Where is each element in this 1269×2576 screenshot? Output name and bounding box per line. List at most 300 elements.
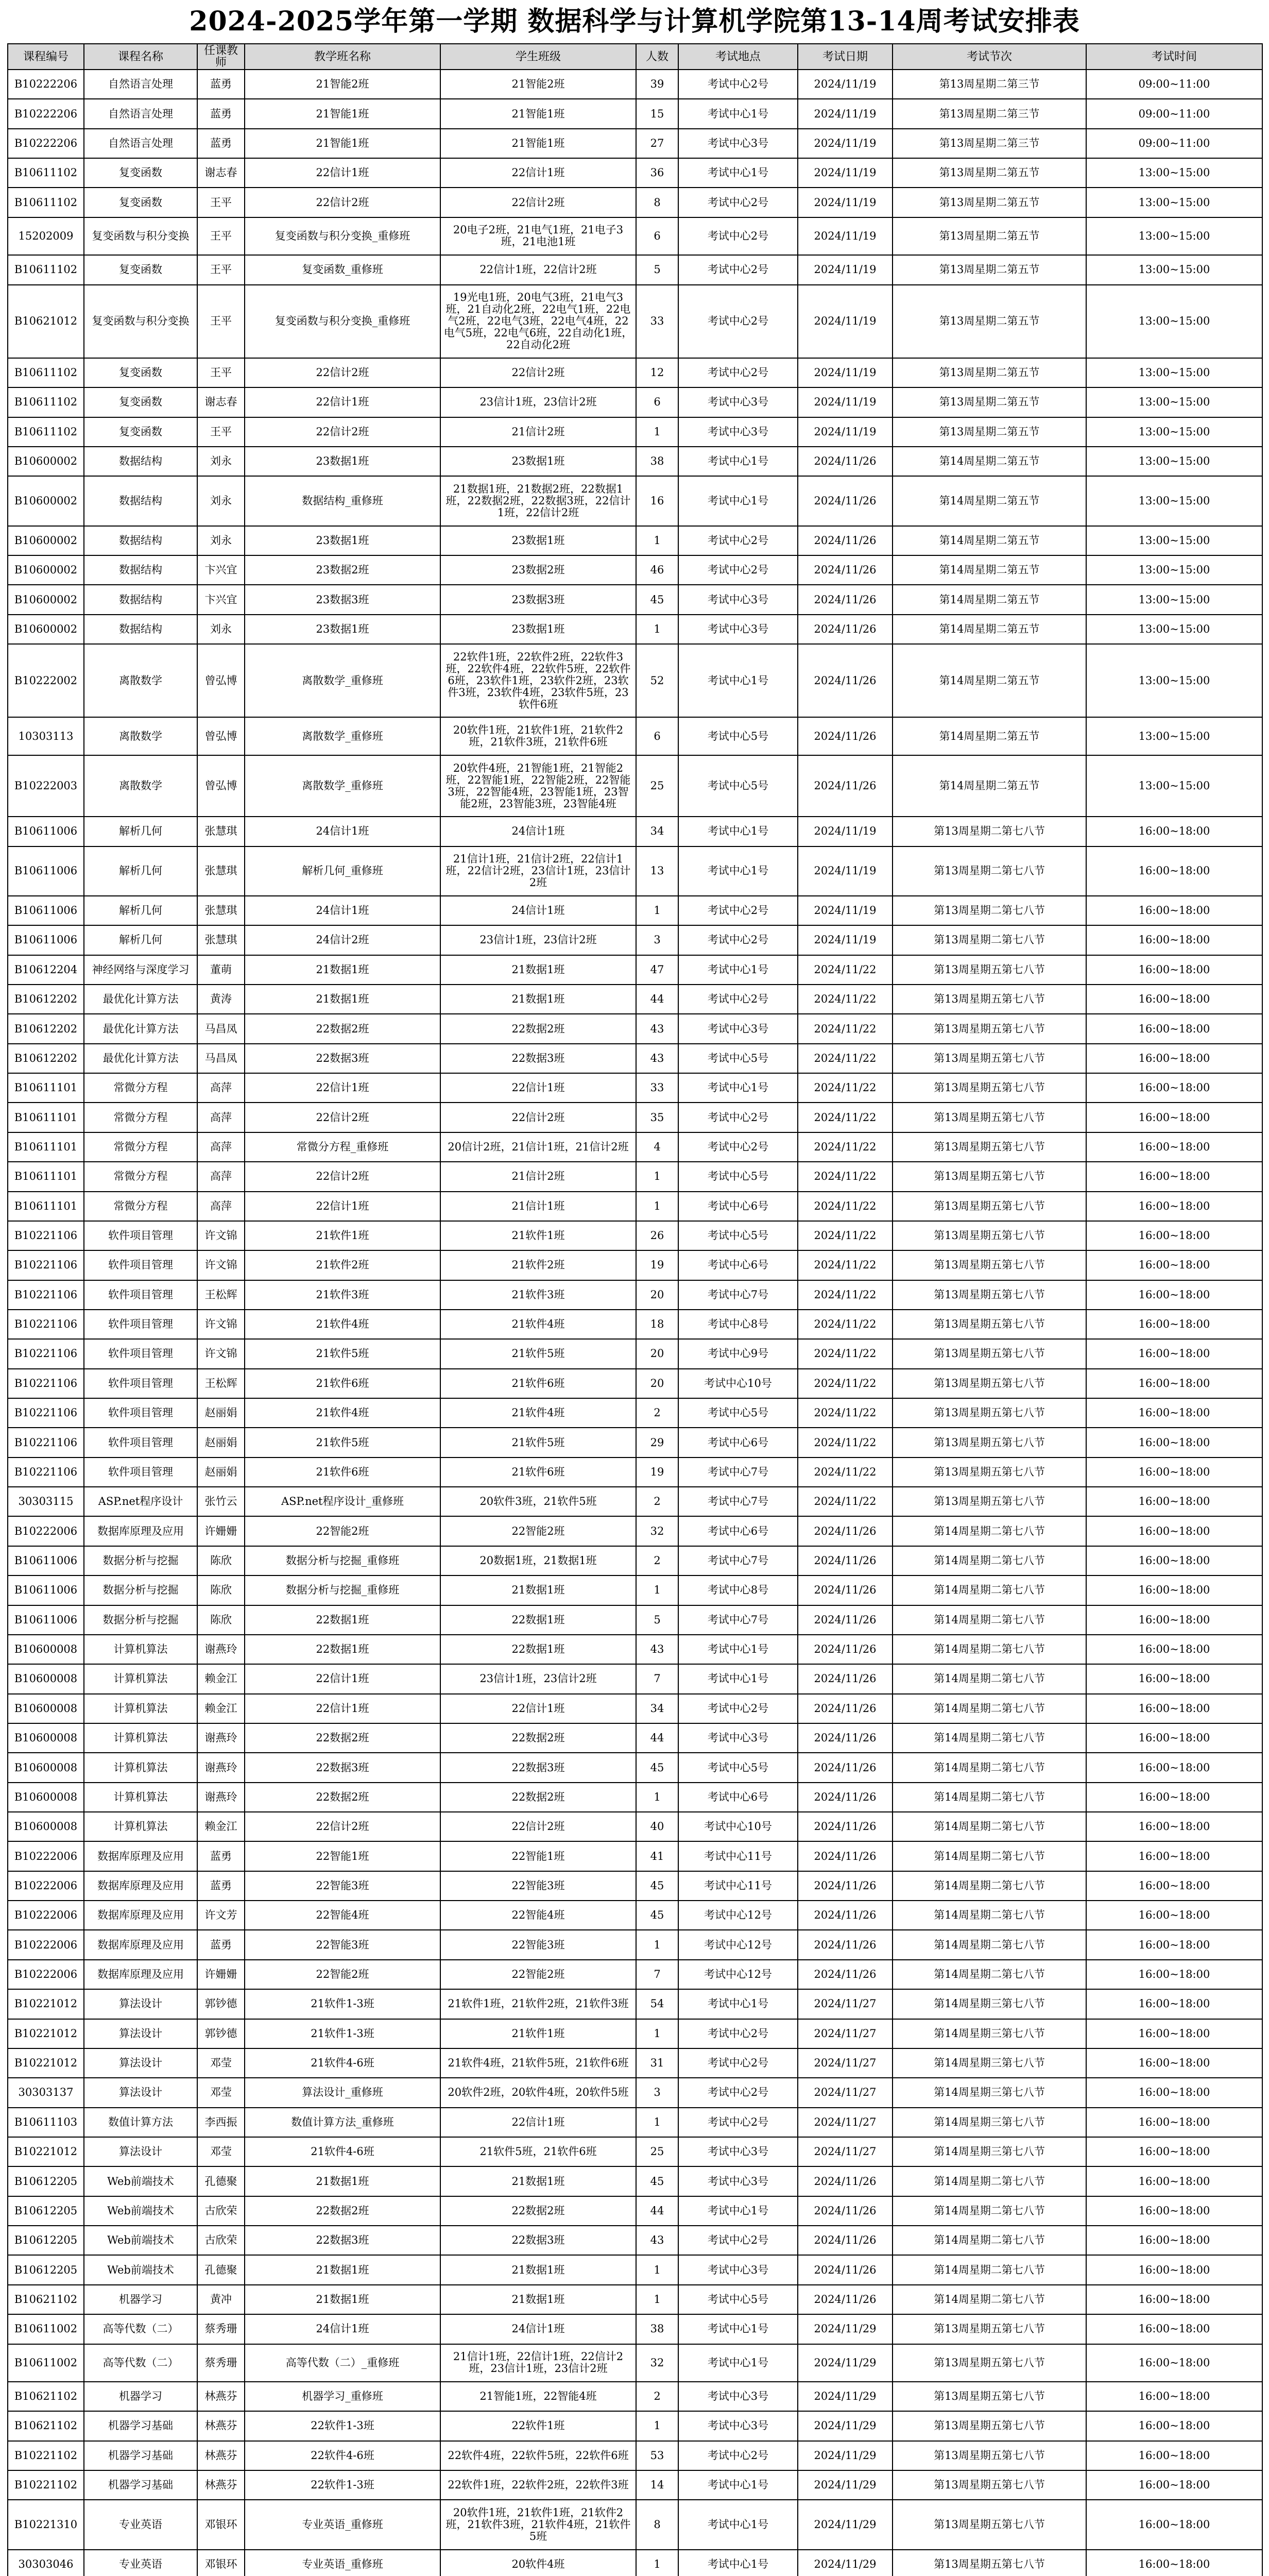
exam-time-cell: 16:00~18:00 bbox=[1086, 1812, 1262, 1841]
course-code-cell: B10612202 bbox=[8, 1014, 84, 1043]
table-row bbox=[8, 2314, 1262, 2344]
exam-period-cell: 第14周星期三第七八节 bbox=[893, 2019, 1086, 2048]
teacher-cell: 陈欣 bbox=[197, 1546, 245, 1575]
teaching-class-cell: 21智能2班 bbox=[245, 70, 440, 99]
teacher-cell: 赵丽娟 bbox=[197, 1458, 245, 1487]
teaching-class-cell: 22数据1班 bbox=[245, 1635, 440, 1664]
teaching-class-cell: 22信计2班 bbox=[245, 188, 440, 217]
exam-location-cell: 考试中心1号 bbox=[678, 1635, 798, 1664]
course-name-cell: 自然语言处理 bbox=[84, 70, 197, 99]
student-class-cell: 22智能3班 bbox=[440, 1871, 636, 1901]
exam-location-cell: 考试中心12号 bbox=[678, 1960, 798, 1989]
exam-time-cell: 16:00~18:00 bbox=[1086, 925, 1262, 955]
student-class-cell: 21数据1班 bbox=[440, 2285, 636, 2314]
teaching-class-cell: 24信计2班 bbox=[245, 925, 440, 955]
teaching-class-cell: 24信计1班 bbox=[245, 2314, 440, 2344]
exam-time-cell: 16:00~18:00 bbox=[1086, 1516, 1262, 1546]
exam-period-cell: 第13周星期五第七八节 bbox=[893, 1487, 1086, 1516]
exam-location-cell: 考试中心7号 bbox=[678, 1458, 798, 1487]
page-title: 2024-2025学年第一学期 数据科学与计算机学院第13-14周考试安排表 bbox=[189, 6, 1080, 37]
exam-location-cell: 考试中心2号 bbox=[678, 2226, 798, 2255]
headcount-cell: 1 bbox=[636, 526, 678, 555]
column-header: 人数 bbox=[636, 44, 678, 70]
table-row bbox=[8, 555, 1262, 585]
table-row bbox=[8, 476, 1262, 526]
student-class-cell: 22数据1班 bbox=[440, 1605, 636, 1635]
exam-date-cell: 2024/11/26 bbox=[798, 585, 893, 614]
table-row bbox=[8, 1901, 1262, 1930]
exam-time-cell: 16:00~18:00 bbox=[1086, 1635, 1262, 1664]
table-row bbox=[8, 1132, 1262, 1162]
course-code-cell: B10621102 bbox=[8, 2382, 84, 2411]
exam-time-cell: 16:00~18:00 bbox=[1086, 1280, 1262, 1310]
course-code-cell: B10222006 bbox=[8, 1516, 84, 1546]
student-class-cell: 23数据1班 bbox=[440, 447, 636, 476]
exam-date-cell: 2024/11/26 bbox=[798, 1812, 893, 1841]
student-class-cell: 22数据2班 bbox=[440, 1014, 636, 1043]
exam-location-cell: 考试中心1号 bbox=[678, 2196, 798, 2226]
course-name-cell: 计算机算法 bbox=[84, 1723, 197, 1753]
exam-date-cell: 2024/11/26 bbox=[798, 1841, 893, 1871]
teacher-cell: 蓝勇 bbox=[197, 1841, 245, 1871]
course-code-cell: 30303046 bbox=[8, 2550, 84, 2576]
exam-time-cell: 16:00~18:00 bbox=[1086, 1044, 1262, 1073]
teacher-cell: 邓莹 bbox=[197, 2048, 245, 2078]
exam-location-cell: 考试中心7号 bbox=[678, 1487, 798, 1516]
exam-location-cell: 考试中心3号 bbox=[678, 129, 798, 158]
exam-time-cell: 16:00~18:00 bbox=[1086, 1398, 1262, 1428]
exam-date-cell: 2024/11/27 bbox=[798, 2048, 893, 2078]
student-class-cell: 20软件4班，21智能1班，21智能2班，22智能1班，22智能2班，22智能3班，22智能4班，23智能1班，23智能2班，23智能3班，23智能4班 bbox=[440, 755, 636, 817]
teacher-cell: 马昌凤 bbox=[197, 1044, 245, 1073]
course-name-cell: 算法设计 bbox=[84, 2019, 197, 2048]
course-code-cell: B10221012 bbox=[8, 1989, 84, 2019]
exam-time-cell: 16:00~18:00 bbox=[1086, 1192, 1262, 1221]
exam-date-cell: 2024/11/22 bbox=[798, 955, 893, 985]
exam-period-cell: 第13周星期五第七八节 bbox=[893, 985, 1086, 1014]
course-code-cell: B10222002 bbox=[8, 644, 84, 717]
exam-date-cell: 2024/11/19 bbox=[798, 896, 893, 925]
headcount-cell: 8 bbox=[636, 188, 678, 217]
exam-date-cell: 2024/11/29 bbox=[798, 2344, 893, 2382]
exam-period-cell: 第13周星期五第七八节 bbox=[893, 1369, 1086, 1398]
exam-period-cell: 第13周星期二第七八节 bbox=[893, 896, 1086, 925]
student-class-cell: 21软件2班 bbox=[440, 1250, 636, 1280]
exam-location-cell: 考试中心9号 bbox=[678, 1339, 798, 1368]
student-class-cell: 21智能1班，22智能4班 bbox=[440, 2382, 636, 2411]
column-header: 任课教师 bbox=[197, 44, 245, 70]
headcount-cell: 1 bbox=[636, 1930, 678, 1959]
course-code-cell: B10600002 bbox=[8, 447, 84, 476]
student-class-cell: 22数据3班 bbox=[440, 1753, 636, 1782]
course-name-cell: 数据库原理及应用 bbox=[84, 1516, 197, 1546]
teacher-cell: 黄冲 bbox=[197, 2285, 245, 2314]
exam-period-cell: 第14周星期二第七八节 bbox=[893, 2166, 1086, 2196]
teacher-cell: 谢燕玲 bbox=[197, 1753, 245, 1782]
course-code-cell: B10611102 bbox=[8, 188, 84, 217]
course-name-cell: 数据结构 bbox=[84, 555, 197, 585]
table-row bbox=[8, 447, 1262, 476]
student-class-cell: 21智能1班 bbox=[440, 129, 636, 158]
course-code-cell: B10600002 bbox=[8, 476, 84, 526]
course-name-cell: 高等代数（二） bbox=[84, 2344, 197, 2382]
exam-time-cell: 16:00~18:00 bbox=[1086, 1428, 1262, 1457]
table-row bbox=[8, 1575, 1262, 1605]
exam-time-cell: 16:00~18:00 bbox=[1086, 1162, 1262, 1191]
exam-time-cell: 13:00~15:00 bbox=[1086, 717, 1262, 755]
exam-period-cell: 第13周星期二第三节 bbox=[893, 70, 1086, 99]
course-code-cell: B10221106 bbox=[8, 1339, 84, 1368]
exam-date-cell: 2024/11/19 bbox=[798, 846, 893, 896]
exam-date-cell: 2024/11/27 bbox=[798, 2078, 893, 2107]
teacher-cell: 王平 bbox=[197, 417, 245, 447]
exam-period-cell: 第13周星期五第七八节 bbox=[893, 1339, 1086, 1368]
exam-date-cell: 2024/11/26 bbox=[798, 1930, 893, 1959]
teaching-class-cell: 复变函数与积分变换_重修班 bbox=[245, 285, 440, 358]
teacher-cell: 王平 bbox=[197, 255, 245, 284]
teaching-class-cell: 22数据2班 bbox=[245, 1014, 440, 1043]
exam-date-cell: 2024/11/27 bbox=[798, 2108, 893, 2137]
exam-period-cell: 第14周星期三第七八节 bbox=[893, 1989, 1086, 2019]
headcount-cell: 43 bbox=[636, 1635, 678, 1664]
student-class-cell: 21软件6班 bbox=[440, 1369, 636, 1398]
teacher-cell: 张慧琪 bbox=[197, 925, 245, 955]
exam-time-cell: 16:00~18:00 bbox=[1086, 1250, 1262, 1280]
course-name-cell: 数值计算方法 bbox=[84, 2108, 197, 2137]
exam-date-cell: 2024/11/26 bbox=[798, 755, 893, 817]
teaching-class-cell: 21软件1-3班 bbox=[245, 1989, 440, 2019]
teacher-cell: 林燕芬 bbox=[197, 2441, 245, 2470]
student-class-cell: 21智能1班 bbox=[440, 99, 636, 128]
exam-period-cell: 第14周星期二第七八节 bbox=[893, 1753, 1086, 1782]
table-row bbox=[8, 1516, 1262, 1546]
exam-period-cell: 第13周星期五第七八节 bbox=[893, 2314, 1086, 2344]
exam-date-cell: 2024/11/26 bbox=[798, 1753, 893, 1782]
course-name-cell: 专业英语 bbox=[84, 2550, 197, 2576]
teacher-cell: 刘永 bbox=[197, 526, 245, 555]
headcount-cell: 12 bbox=[636, 358, 678, 387]
exam-period-cell: 第13周星期五第七八节 bbox=[893, 1428, 1086, 1457]
student-class-cell: 23数据2班 bbox=[440, 555, 636, 585]
course-name-cell: 数据结构 bbox=[84, 615, 197, 644]
table-row bbox=[8, 615, 1262, 644]
student-class-cell: 23信计1班，23信计2班 bbox=[440, 387, 636, 417]
student-class-cell: 21软件4班，21软件5班，21软件6班 bbox=[440, 2048, 636, 2078]
exam-date-cell: 2024/11/19 bbox=[798, 70, 893, 99]
course-code-cell: 30303137 bbox=[8, 2078, 84, 2107]
exam-time-cell: 09:00~11:00 bbox=[1086, 129, 1262, 158]
headcount-cell: 13 bbox=[636, 846, 678, 896]
course-name-cell: 软件项目管理 bbox=[84, 1310, 197, 1339]
exam-period-cell: 第13周星期二第五节 bbox=[893, 358, 1086, 387]
course-code-cell: B10611103 bbox=[8, 2108, 84, 2137]
exam-date-cell: 2024/11/26 bbox=[798, 2285, 893, 2314]
exam-period-cell: 第14周星期二第五节 bbox=[893, 585, 1086, 614]
teacher-cell: 陈欣 bbox=[197, 1605, 245, 1635]
exam-period-cell: 第14周星期二第七八节 bbox=[893, 1960, 1086, 1989]
exam-location-cell: 考试中心5号 bbox=[678, 1162, 798, 1191]
column-header: 考试地点 bbox=[678, 44, 798, 70]
exam-date-cell: 2024/11/27 bbox=[798, 2137, 893, 2166]
course-code-cell: B10611006 bbox=[8, 817, 84, 846]
table-row bbox=[8, 1753, 1262, 1782]
exam-time-cell: 13:00~15:00 bbox=[1086, 555, 1262, 585]
course-code-cell: B10612205 bbox=[8, 2166, 84, 2196]
exam-time-cell: 16:00~18:00 bbox=[1086, 2108, 1262, 2137]
exam-location-cell: 考试中心3号 bbox=[678, 387, 798, 417]
exam-time-cell: 16:00~18:00 bbox=[1086, 1753, 1262, 1782]
exam-time-cell: 16:00~18:00 bbox=[1086, 1310, 1262, 1339]
exam-period-cell: 第13周星期五第七八节 bbox=[893, 1310, 1086, 1339]
exam-location-cell: 考试中心12号 bbox=[678, 1901, 798, 1930]
exam-location-cell: 考试中心2号 bbox=[678, 188, 798, 217]
student-class-cell: 21数据1班 bbox=[440, 2166, 636, 2196]
exam-date-cell: 2024/11/22 bbox=[798, 1339, 893, 1368]
exam-location-cell: 考试中心5号 bbox=[678, 1044, 798, 1073]
exam-location-cell: 考试中心1号 bbox=[678, 955, 798, 985]
headcount-cell: 32 bbox=[636, 1516, 678, 1546]
exam-location-cell: 考试中心11号 bbox=[678, 1871, 798, 1901]
table-row bbox=[8, 896, 1262, 925]
column-header: 考试时间 bbox=[1086, 44, 1262, 70]
teaching-class-cell: 高等代数（二）_重修班 bbox=[245, 2344, 440, 2382]
exam-time-cell: 16:00~18:00 bbox=[1086, 1901, 1262, 1930]
teaching-class-cell: 22信计2班 bbox=[245, 1812, 440, 1841]
exam-time-cell: 16:00~18:00 bbox=[1086, 846, 1262, 896]
table-row bbox=[8, 1192, 1262, 1221]
teaching-class-cell: 22信计2班 bbox=[245, 1103, 440, 1132]
headcount-cell: 39 bbox=[636, 70, 678, 99]
teaching-class-cell: 23数据3班 bbox=[245, 585, 440, 614]
table-body bbox=[8, 70, 1262, 2576]
exam-date-cell: 2024/11/19 bbox=[798, 925, 893, 955]
student-class-cell: 21数据1班 bbox=[440, 985, 636, 1014]
course-name-cell: 计算机算法 bbox=[84, 1812, 197, 1841]
student-class-cell: 22数据1班 bbox=[440, 1635, 636, 1664]
table-row bbox=[8, 2344, 1262, 2382]
teaching-class-cell: 解析几何_重修班 bbox=[245, 846, 440, 896]
course-name-cell: 最优化计算方法 bbox=[84, 1014, 197, 1043]
exam-period-cell: 第13周星期二第七八节 bbox=[893, 817, 1086, 846]
teaching-class-cell: 22数据2班 bbox=[245, 1783, 440, 1812]
teacher-cell: 林燕芬 bbox=[197, 2470, 245, 2500]
course-code-cell: B10600002 bbox=[8, 555, 84, 585]
table-row bbox=[8, 2137, 1262, 2166]
exam-location-cell: 考试中心3号 bbox=[678, 1014, 798, 1043]
course-code-cell: B10600008 bbox=[8, 1723, 84, 1753]
headcount-cell: 33 bbox=[636, 1073, 678, 1103]
course-code-cell: B10221102 bbox=[8, 2470, 84, 2500]
headcount-cell: 2 bbox=[636, 1546, 678, 1575]
teaching-class-cell: 22软件1-3班 bbox=[245, 2470, 440, 2500]
table-row bbox=[8, 2441, 1262, 2470]
exam-date-cell: 2024/11/22 bbox=[798, 1044, 893, 1073]
teacher-cell: 张慧琪 bbox=[197, 846, 245, 896]
course-code-cell: B10600008 bbox=[8, 1694, 84, 1723]
teacher-cell: 孔德聚 bbox=[197, 2166, 245, 2196]
teacher-cell: 刘永 bbox=[197, 615, 245, 644]
course-name-cell: 常微分方程 bbox=[84, 1192, 197, 1221]
exam-time-cell: 16:00~18:00 bbox=[1086, 1369, 1262, 1398]
course-code-cell: B10221012 bbox=[8, 2048, 84, 2078]
course-name-cell: 软件项目管理 bbox=[84, 1221, 197, 1250]
headcount-cell: 47 bbox=[636, 955, 678, 985]
exam-location-cell: 考试中心2号 bbox=[678, 1694, 798, 1723]
exam-time-cell: 16:00~18:00 bbox=[1086, 2255, 1262, 2284]
exam-location-cell: 考试中心3号 bbox=[678, 2382, 798, 2411]
exam-location-cell: 考试中心3号 bbox=[678, 2411, 798, 2441]
exam-time-cell: 13:00~15:00 bbox=[1086, 417, 1262, 447]
exam-period-cell: 第13周星期二第五节 bbox=[893, 217, 1086, 255]
teacher-cell: 马昌凤 bbox=[197, 1014, 245, 1043]
exam-location-cell: 考试中心2号 bbox=[678, 1103, 798, 1132]
exam-period-cell: 第14周星期二第七八节 bbox=[893, 1546, 1086, 1575]
table-row bbox=[8, 644, 1262, 717]
exam-time-cell: 16:00~18:00 bbox=[1086, 2078, 1262, 2107]
teacher-cell: 王平 bbox=[197, 217, 245, 255]
exam-time-cell: 16:00~18:00 bbox=[1086, 2314, 1262, 2344]
headcount-cell: 7 bbox=[636, 1960, 678, 1989]
exam-location-cell: 考试中心2号 bbox=[678, 985, 798, 1014]
course-name-cell: 计算机算法 bbox=[84, 1783, 197, 1812]
exam-time-cell: 16:00~18:00 bbox=[1086, 1723, 1262, 1753]
exam-location-cell: 考试中心3号 bbox=[678, 2137, 798, 2166]
headcount-cell: 41 bbox=[636, 1841, 678, 1871]
course-code-cell: B10612205 bbox=[8, 2255, 84, 2284]
exam-location-cell: 考试中心1号 bbox=[678, 1073, 798, 1103]
exam-time-cell: 16:00~18:00 bbox=[1086, 896, 1262, 925]
course-code-cell: B10611101 bbox=[8, 1192, 84, 1221]
headcount-cell: 1 bbox=[636, 1575, 678, 1605]
exam-time-cell: 16:00~18:00 bbox=[1086, 1546, 1262, 1575]
exam-period-cell: 第14周星期三第七八节 bbox=[893, 2048, 1086, 2078]
teaching-class-cell: 22信计2班 bbox=[245, 417, 440, 447]
student-class-cell: 22软件1班，22软件2班，22软件3班 bbox=[440, 2470, 636, 2500]
table-row bbox=[8, 1221, 1262, 1250]
student-class-cell: 21信计2班 bbox=[440, 1162, 636, 1191]
course-code-cell: B10611102 bbox=[8, 358, 84, 387]
teaching-class-cell: 21软件4-6班 bbox=[245, 2048, 440, 2078]
student-class-cell: 22信计2班 bbox=[440, 1103, 636, 1132]
student-class-cell: 20软件2班，20软件4班，20软件5班 bbox=[440, 2078, 636, 2107]
exam-period-cell: 第13周星期五第七八节 bbox=[893, 1280, 1086, 1310]
table-row bbox=[8, 1871, 1262, 1901]
headcount-cell: 3 bbox=[636, 925, 678, 955]
exam-period-cell: 第13周星期五第七八节 bbox=[893, 1221, 1086, 1250]
exam-location-cell: 考试中心6号 bbox=[678, 1250, 798, 1280]
teacher-cell: 卞兴宜 bbox=[197, 555, 245, 585]
teaching-class-cell: ASP.net程序设计_重修班 bbox=[245, 1487, 440, 1516]
exam-location-cell: 考试中心5号 bbox=[678, 1398, 798, 1428]
exam-time-cell: 16:00~18:00 bbox=[1086, 2019, 1262, 2048]
exam-location-cell: 考试中心2号 bbox=[678, 1132, 798, 1162]
exam-date-cell: 2024/11/22 bbox=[798, 1428, 893, 1457]
headcount-cell: 45 bbox=[636, 1871, 678, 1901]
exam-location-cell: 考试中心2号 bbox=[678, 70, 798, 99]
exam-period-cell: 第14周星期二第五节 bbox=[893, 755, 1086, 817]
student-class-cell: 21软件3班 bbox=[440, 1280, 636, 1310]
course-code-cell: B10611006 bbox=[8, 896, 84, 925]
student-class-cell: 20软件3班，21软件5班 bbox=[440, 1487, 636, 1516]
table-row bbox=[8, 1044, 1262, 1073]
table-row bbox=[8, 2078, 1262, 2107]
course-name-cell: 数据结构 bbox=[84, 585, 197, 614]
student-class-cell: 22信计2班 bbox=[440, 188, 636, 217]
exam-period-cell: 第14周星期二第七八节 bbox=[893, 1664, 1086, 1693]
headcount-cell: 46 bbox=[636, 555, 678, 585]
exam-time-cell: 16:00~18:00 bbox=[1086, 1339, 1262, 1368]
exam-period-cell: 第13周星期五第七八节 bbox=[893, 2411, 1086, 2441]
student-class-cell: 21信计1班，21信计2班，22信计1班，22信计2班，23信计1班，23信计2班 bbox=[440, 846, 636, 896]
exam-time-cell: 16:00~18:00 bbox=[1086, 1487, 1262, 1516]
teacher-cell: 谢志春 bbox=[197, 158, 245, 188]
table-row bbox=[8, 387, 1262, 417]
exam-date-cell: 2024/11/22 bbox=[798, 1132, 893, 1162]
exam-date-cell: 2024/11/29 bbox=[798, 2411, 893, 2441]
exam-time-cell: 16:00~18:00 bbox=[1086, 955, 1262, 985]
headcount-cell: 20 bbox=[636, 1280, 678, 1310]
column-header: 课程名称 bbox=[84, 44, 197, 70]
student-class-cell: 21软件1班 bbox=[440, 2019, 636, 2048]
exam-location-cell: 考试中心7号 bbox=[678, 1546, 798, 1575]
teacher-cell: 蔡秀珊 bbox=[197, 2344, 245, 2382]
teacher-cell: 李西振 bbox=[197, 2108, 245, 2137]
student-class-cell: 20软件4班 bbox=[440, 2550, 636, 2576]
teacher-cell: 孔德聚 bbox=[197, 2255, 245, 2284]
teacher-cell: 蓝勇 bbox=[197, 1930, 245, 1959]
exam-time-cell: 16:00~18:00 bbox=[1086, 985, 1262, 1014]
exam-date-cell: 2024/11/26 bbox=[798, 2166, 893, 2196]
table-row bbox=[8, 1694, 1262, 1723]
table-row bbox=[8, 70, 1262, 99]
exam-period-cell: 第14周星期二第五节 bbox=[893, 526, 1086, 555]
table-row bbox=[8, 1546, 1262, 1575]
teacher-cell: 赖金江 bbox=[197, 1694, 245, 1723]
headcount-cell: 4 bbox=[636, 1132, 678, 1162]
course-code-cell: 30303115 bbox=[8, 1487, 84, 1516]
exam-period-cell: 第14周星期二第七八节 bbox=[893, 1575, 1086, 1605]
student-class-cell: 22信计1班 bbox=[440, 1694, 636, 1723]
teaching-class-cell: 21智能1班 bbox=[245, 99, 440, 128]
table-row bbox=[8, 1723, 1262, 1753]
course-name-cell: 离散数学 bbox=[84, 755, 197, 817]
exam-date-cell: 2024/11/26 bbox=[798, 1546, 893, 1575]
exam-date-cell: 2024/11/19 bbox=[798, 358, 893, 387]
student-class-cell: 22数据2班 bbox=[440, 1723, 636, 1753]
headcount-cell: 5 bbox=[636, 255, 678, 284]
exam-period-cell: 第13周星期二第五节 bbox=[893, 285, 1086, 358]
headcount-cell: 7 bbox=[636, 1664, 678, 1693]
exam-location-cell: 考试中心5号 bbox=[678, 717, 798, 755]
exam-date-cell: 2024/11/22 bbox=[798, 1250, 893, 1280]
course-code-cell: B10611101 bbox=[8, 1073, 84, 1103]
exam-period-cell: 第14周星期三第七八节 bbox=[893, 2137, 1086, 2166]
teacher-cell: 蓝勇 bbox=[197, 1871, 245, 1901]
course-name-cell: 计算机算法 bbox=[84, 1753, 197, 1782]
student-class-cell: 20软件1班，21软件1班，21软件2班，21软件3班，21软件6班 bbox=[440, 717, 636, 755]
teaching-class-cell: 21智能1班 bbox=[245, 129, 440, 158]
teaching-class-cell: 22智能3班 bbox=[245, 1871, 440, 1901]
course-name-cell: 常微分方程 bbox=[84, 1162, 197, 1191]
student-class-cell: 21软件5班 bbox=[440, 1428, 636, 1457]
headcount-cell: 44 bbox=[636, 2196, 678, 2226]
exam-location-cell: 考试中心1号 bbox=[678, 644, 798, 717]
exam-time-cell: 13:00~15:00 bbox=[1086, 358, 1262, 387]
teacher-cell: 曾弘博 bbox=[197, 644, 245, 717]
course-code-cell: 15202009 bbox=[8, 217, 84, 255]
exam-period-cell: 第13周星期五第七八节 bbox=[893, 2344, 1086, 2382]
course-code-cell: B10611006 bbox=[8, 846, 84, 896]
